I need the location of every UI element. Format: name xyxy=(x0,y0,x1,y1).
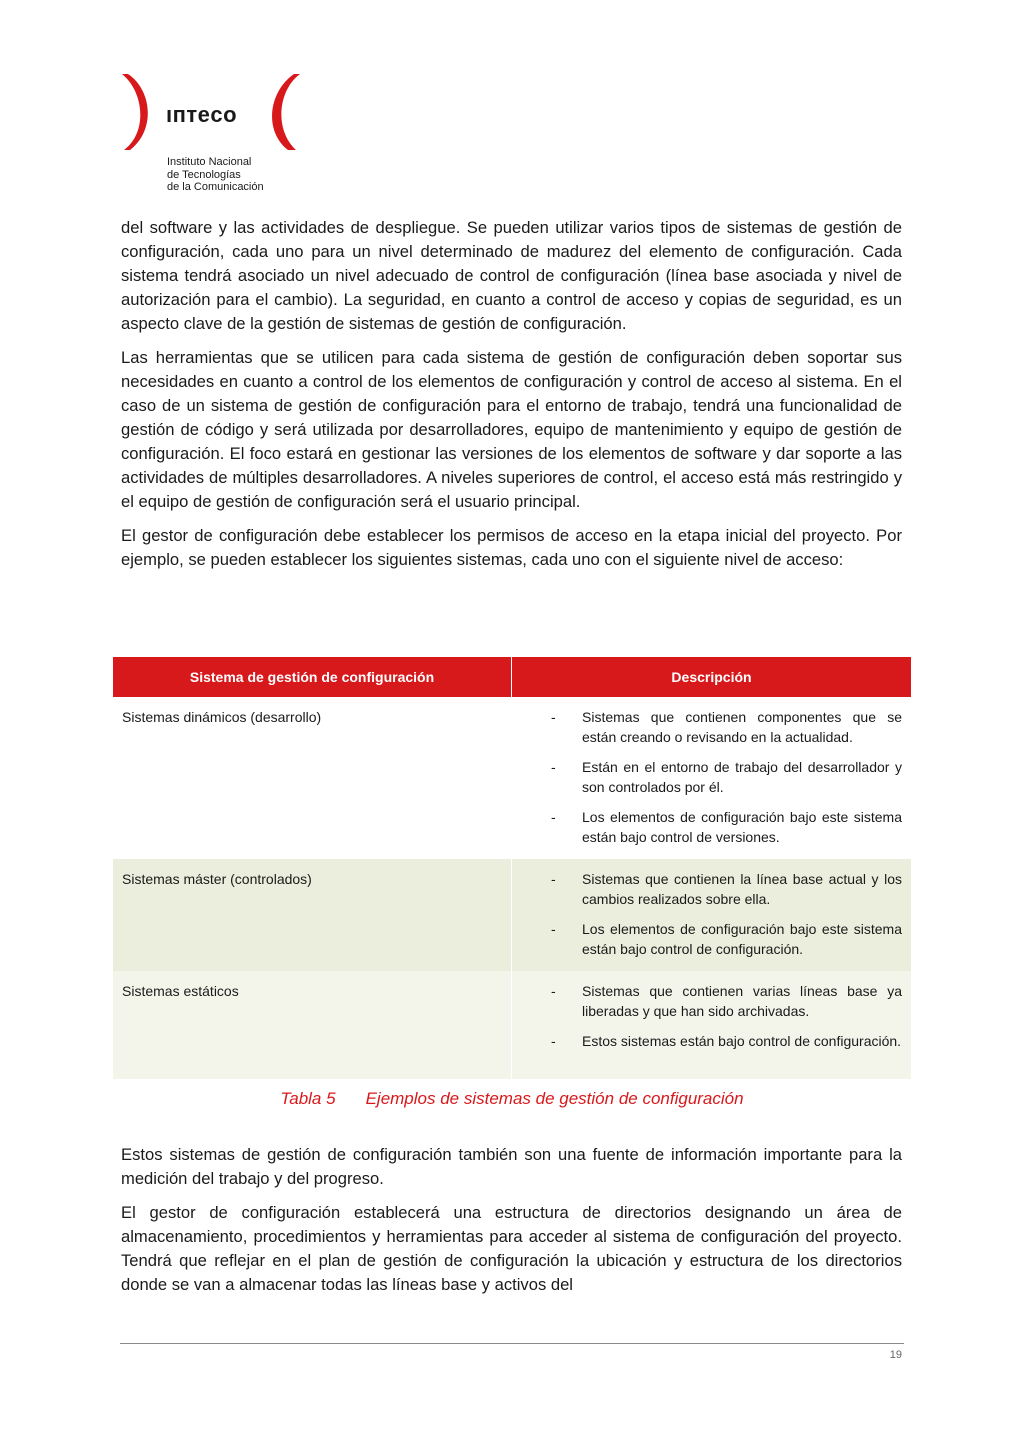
table-row xyxy=(113,697,911,859)
paragraph: El gestor de configuración debe establecer los permisos de acceso en la etapa inicial del proyecto. Por ejemplo, se pueden establecer los siguientes sistemas, cada uno con el siguiente nivel de acceso: xyxy=(121,526,902,569)
page-number: 19 xyxy=(889,1349,902,1361)
description-cell xyxy=(512,697,912,859)
description-item: - Sistemas que contienen varias líneas base ya liberadas y que han sido archivadas. xyxy=(551,983,902,1019)
paragraph: del software y las actividades de despliegue. Se pueden utilizar varios tipos de sistemas de gestión de configuración, cada uno para un nivel determinado de madurez del elemento de configuración. Cada sistema tendrá asociado un nivel adecuado de control de configuración (línea base asociada y nivel de autorización para el cambio). La seguridad, en cuanto a control de acceso y copias de seguridad, es un aspecto clave de la gestión de sistemas de gestión de configuración. xyxy=(121,218,902,333)
description-item: - Están en el entorno de trabajo del desarrollador y son controlados por él. xyxy=(551,759,902,795)
description-cell xyxy=(512,971,912,1079)
column-header-description: Descripción xyxy=(512,657,912,697)
body-text-bottom xyxy=(121,1143,902,1307)
description-item: - Sistemas que contienen componentes que se están creando o revisando en la actualidad. xyxy=(551,709,902,745)
organization-line: de la Comunicación xyxy=(167,181,264,193)
system-name-cell: Sistemas dinámicos (desarrollo) xyxy=(113,697,512,859)
table-header-row xyxy=(113,657,911,697)
description-item: - Estos sistemas están bajo control de configuración. xyxy=(551,1033,902,1049)
organization-line: de Tecnologías xyxy=(167,168,241,181)
table-row xyxy=(113,971,911,1079)
organization-name xyxy=(167,156,264,194)
organization-line: Instituto Nacional xyxy=(167,156,252,168)
table-row xyxy=(113,859,911,971)
paragraph: Estos sistemas de gestión de configuración también son una fuente de información importante para la medición del trabajo y del progreso. xyxy=(121,1145,902,1188)
paragraph: El gestor de configuración establecerá una estructura de directorios designando un área de almacenamiento, procedimientos y herramientas para acceder al sistema de configuración del proyecto. Tendrá que reflejar en el plan de gestión de configuración la ubicación y estructura de los directorios donde se van a almacenar todas las líneas base y activos del xyxy=(121,1203,902,1294)
config-systems-table xyxy=(113,657,911,1079)
system-name-cell: Sistemas máster (controlados) xyxy=(113,859,512,971)
description-item: - Los elementos de configuración bajo este sistema están bajo control de configuración. xyxy=(551,921,902,957)
caption-text: Ejemplos de sistemas de gestión de configuración xyxy=(365,1089,744,1108)
inteco-logo xyxy=(118,70,308,200)
logo-wordmark: ıптeco xyxy=(166,102,238,127)
system-name-cell: Sistemas estáticos xyxy=(113,971,512,1079)
description-item: - Sistemas que contienen la línea base actual y los cambios realizados sobre ella. xyxy=(551,871,902,907)
table-caption xyxy=(0,1089,1024,1109)
description-cell xyxy=(512,859,912,971)
description-item: - Los elementos de configuración bajo este sistema están bajo control de versiones. xyxy=(551,809,902,845)
column-header-system: Sistema de gestión de configuración xyxy=(113,657,512,697)
caption-number: Tabla 5 xyxy=(280,1089,336,1108)
body-text-top xyxy=(121,216,902,582)
footer-divider xyxy=(120,1343,904,1344)
paragraph: Las herramientas que se utilicen para cada sistema de gestión de configuración deben soportar sus necesidades en cuanto a control de los elementos de configuración y control de acceso al sistema. En el caso de un sistema de gestión de configuración para el entorno de trabajo, tendrá una funcionalidad de gestión de código y será utilizada por desarrolladores, equipo de mantenimiento y equipo de gestión de configuración. El foco estará en gestionar las versiones de los elementos de software y dar soporte a las actividades de múltiples desarrolladores. A niveles superiores de control, el acceso está más restringido y el equipo de gestión de configuración será el usuario principal. xyxy=(121,348,902,511)
